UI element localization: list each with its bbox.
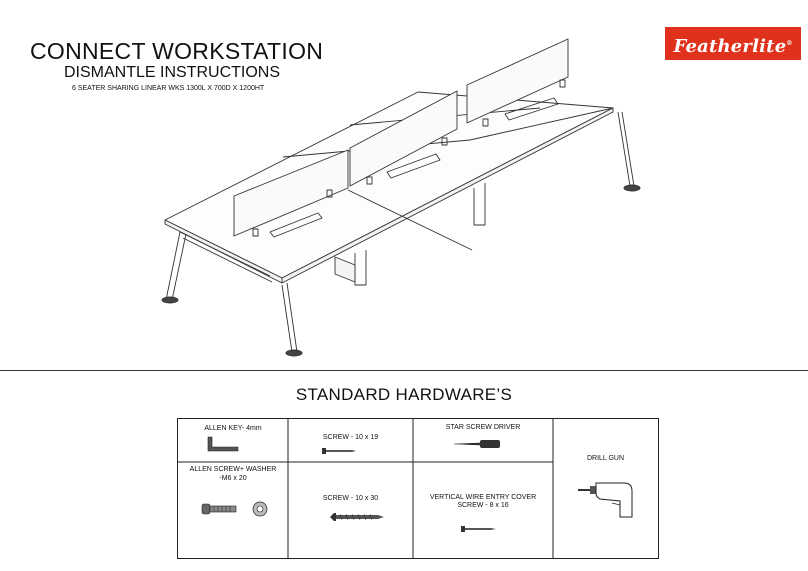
- allen-screw-label-2: -M6 x 20: [219, 475, 247, 482]
- document-title: CONNECT WORKSTATION: [30, 38, 324, 64]
- screw-short-icon: [322, 446, 362, 456]
- screw-long-icon: [330, 512, 386, 522]
- allen-key-label: ALLEN KEY- 4mm: [204, 425, 262, 432]
- drill-gun-label: DRILL GUN: [586, 455, 625, 462]
- wire-cover-label-1: VERTICAL WIRE ENTRY COVER: [429, 494, 537, 501]
- star-screwdriver-label: STAR SCREW DRIVER: [445, 424, 521, 431]
- screw-10x19-label: SCREW - 10 x 19: [322, 434, 379, 441]
- section-divider: [0, 370, 808, 371]
- product-spec: 6 SEATER SHARING LINEAR WKS 1300L X 700D X 1200HT: [72, 85, 265, 92]
- allen-key-icon: [206, 435, 240, 455]
- screw-small-icon: [461, 524, 501, 534]
- document-subtitle: DISMANTLE INSTRUCTIONS: [64, 64, 281, 81]
- screwdriver-icon: [454, 438, 504, 450]
- screw-10x30-label: SCREW - 10 x 30: [322, 495, 379, 502]
- brand-logo-text: Featherlite: [673, 36, 787, 57]
- registered-mark: ®: [786, 40, 793, 47]
- hardware-section-title: STANDARD HARDWARE’S: [295, 385, 513, 404]
- allen-screw-label-1: ALLEN SCREW+ WASHER: [189, 466, 277, 473]
- allen-screw-washer-icon: [200, 501, 280, 517]
- wire-cover-label-2: SCREW - 8 x 16: [457, 502, 509, 509]
- drill-gun-icon: [576, 477, 640, 527]
- hardware-table: [177, 418, 659, 559]
